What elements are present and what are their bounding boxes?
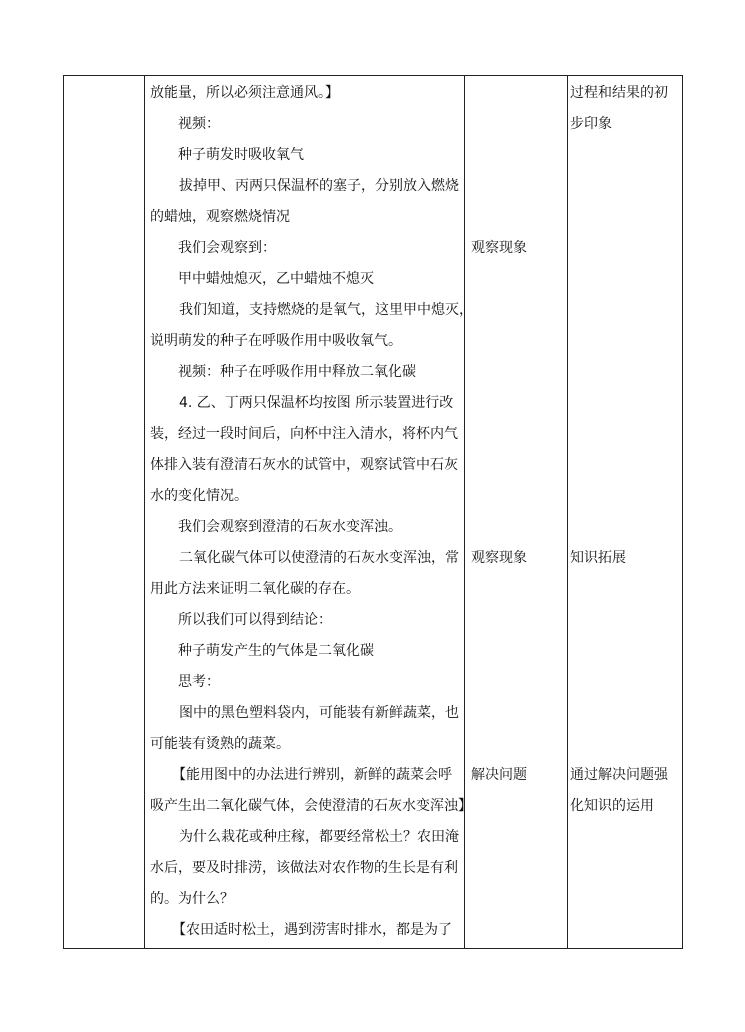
text-line: 我们会观察到澄清的石灰水变浑浊。 bbox=[178, 519, 402, 535]
paragraph bbox=[178, 636, 374, 667]
text-line: 可能装有烫熟的蔬菜。 bbox=[150, 736, 290, 752]
text-line: 甲中蜡烛熄灭，乙中蜡烛不熄灭 bbox=[178, 271, 374, 287]
text-line: 说明萌发的种子在呼吸作用中吸收氧气。 bbox=[150, 333, 402, 349]
paragraph bbox=[178, 109, 220, 140]
text-line: 种子萌发时吸收氧气 bbox=[178, 147, 304, 163]
paragraph bbox=[178, 357, 416, 388]
text-line: 通过解决问题强 bbox=[570, 767, 668, 783]
paragraph bbox=[178, 667, 220, 698]
paragraph bbox=[150, 915, 452, 946]
text-line: 吸产生出二氧化碳气体，会使澄清的石灰水变浑浊】 bbox=[150, 798, 472, 814]
text-line: 为什么栽花或种庄稼，都要经常松土？农田淹 bbox=[179, 829, 459, 845]
text-line: 步印象 bbox=[570, 116, 612, 132]
text-line: 用此方法来证明二氧化碳的存在。 bbox=[150, 581, 360, 597]
paragraph bbox=[178, 605, 332, 636]
solve-label: 解决问题 bbox=[471, 767, 527, 783]
text-line: 我们会观察到： bbox=[178, 240, 276, 256]
column-divider-3 bbox=[567, 76, 568, 948]
text-line: 视频： bbox=[178, 116, 220, 132]
paragraph bbox=[150, 78, 339, 109]
text-line: 所以我们可以得到结论： bbox=[178, 612, 332, 628]
paragraph bbox=[178, 264, 374, 295]
intent-note bbox=[570, 78, 668, 140]
intent-note bbox=[570, 760, 668, 822]
intent-note: 知识拓展 bbox=[570, 550, 626, 566]
paragraph bbox=[150, 543, 459, 605]
text-line: 拔掉甲、丙两只保温杯的塞子，分别放入燃烧 bbox=[179, 178, 459, 194]
paragraph bbox=[178, 140, 304, 171]
text-line: 二氧化碳气体可以使澄清的石灰水变浑浊，常 bbox=[179, 550, 459, 566]
column-divider-1 bbox=[144, 76, 145, 948]
text-line: 种子萌发产生的气体是二氧化碳 bbox=[178, 643, 374, 659]
text-line: 化知识的运用 bbox=[570, 798, 654, 814]
text-line: 思考： bbox=[178, 674, 220, 690]
text-line: 视频：种子在呼吸作用中释放二氧化碳 bbox=[178, 364, 416, 380]
paragraph bbox=[178, 512, 402, 543]
observe-label: 观察现象 bbox=[471, 240, 527, 256]
observe-label: 观察现象 bbox=[471, 550, 527, 566]
text-line: 水的变化情况。 bbox=[150, 488, 248, 504]
text-line: 【能用图中的办法进行辨别，新鲜的蔬菜会呼 bbox=[172, 767, 452, 783]
text-line: 图中的黑色塑料袋内，可能装有新鲜蔬菜，也 bbox=[179, 705, 459, 721]
text-line: 的。为什么？ bbox=[150, 891, 234, 907]
paragraph bbox=[150, 822, 459, 915]
paragraph bbox=[178, 233, 276, 264]
paragraph bbox=[150, 760, 472, 822]
text-line: 体排入装有澄清石灰水的试管中，观察试管中石灰 bbox=[150, 457, 458, 473]
text-line: 我们知道，支持燃烧的是氧气，这里甲中熄灭， bbox=[179, 302, 473, 318]
text-line: 放能量，所以必须注意通风。】 bbox=[150, 85, 339, 101]
paragraph bbox=[150, 295, 473, 357]
paragraph bbox=[150, 698, 459, 760]
text-line: 4. 乙、丁两只保温杯均按图 所示装置进行改 bbox=[179, 395, 454, 411]
text-line: 装，经过一段时间后，向杯中注入清水，将杯内气 bbox=[150, 426, 458, 442]
text-line: 【农田适时松土，遇到涝害时排水，都是为了 bbox=[172, 922, 452, 938]
text-line: 过程和结果的初 bbox=[570, 85, 668, 101]
text-line: 水后，要及时排涝，该做法对农作物的生长是有利 bbox=[150, 860, 458, 876]
paragraph bbox=[150, 388, 458, 512]
paragraph bbox=[150, 171, 459, 233]
text-line: 的蜡烛，观察燃烧情况 bbox=[150, 209, 290, 225]
